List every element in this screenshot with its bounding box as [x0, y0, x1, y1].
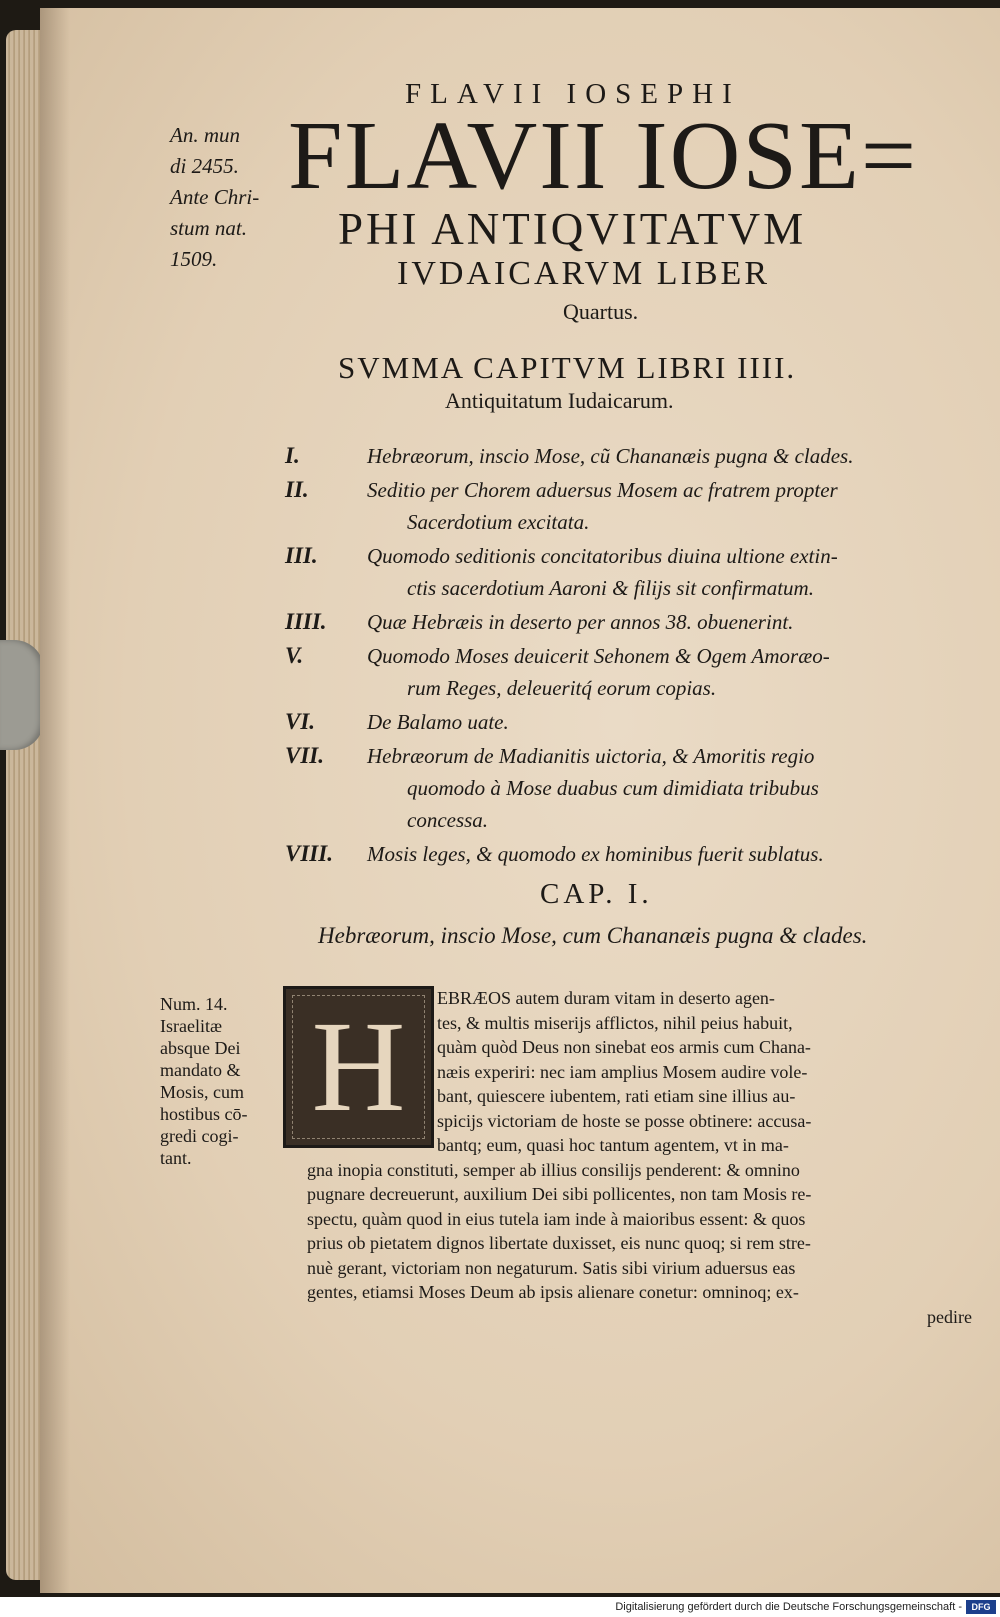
margin-date-line: stum nat.	[170, 216, 248, 240]
body-line: quàm quòd Deus non sinebat eos armis cum Chana-	[437, 1037, 811, 1057]
body-line: bant, quiescere iubentem, rati etiam sine illius au-	[437, 1086, 796, 1106]
toc-item	[285, 640, 995, 704]
margin-date-line: An. mun	[170, 123, 240, 147]
margin-note-line: absque Dei	[160, 1038, 241, 1058]
toc-item	[285, 474, 995, 538]
title-line-1: FLAVII IOSE=	[288, 102, 919, 210]
toc-number: VI.	[285, 709, 316, 734]
toc-line: ctis sacerdotium Aaroni & filijs sit confirmatum.	[407, 576, 814, 600]
toc-item	[285, 740, 995, 836]
toc-line: Hebræorum, inscio Mose, cũ Chananæis pugna & clades.	[367, 444, 854, 468]
summa-heading: SVMMA CAPITVM LIBRI IIII.	[338, 350, 797, 385]
toc-text	[367, 706, 995, 738]
body-line: spectu, quàm quod in eius tutela iam inde à maioribus essent: & quos	[307, 1208, 806, 1229]
summa-subheading: Antiquitatum Iudaicarum.	[445, 388, 674, 413]
toc-line: Quæ Hebræis in deserto per annos 38. obuenerint.	[367, 610, 794, 634]
title-line-2: PHI ANTIQVITATVM	[338, 204, 807, 254]
margin-note-line: Mosis, cum	[160, 1082, 245, 1102]
book-clamp-tab	[0, 640, 44, 750]
toc-text	[367, 740, 995, 836]
toc-text	[367, 440, 995, 472]
toc-item	[285, 606, 995, 638]
margin-date-note	[170, 120, 300, 275]
body-text	[272, 986, 972, 1329]
toc-line: Quomodo seditionis concitatoribus diuina ultione extin-	[367, 544, 838, 568]
toc-line: De Balamo uate.	[367, 710, 509, 734]
toc-line: Quomodo Moses deuicerit Sehonem & Ogem Amoræo-	[367, 644, 830, 668]
toc-number: V.	[285, 643, 304, 668]
body-line: EBRÆOS autem duram vitam in deserto agen-	[437, 988, 775, 1008]
margin-note-line: tant.	[160, 1148, 192, 1168]
body-line: pugnare decreuerunt, auxilium Dei sibi pollicentes, non tam Mosis re-	[307, 1184, 812, 1204]
margin-note-line: mandato &	[160, 1060, 241, 1080]
body-catchword: pedire	[927, 1306, 972, 1327]
body-line: næis experiri: nec iam amplius Mosem audire vole-	[437, 1061, 808, 1082]
toc-number: I.	[285, 443, 300, 468]
margin-date-line: 1509.	[170, 247, 218, 271]
toc-number: II.	[285, 477, 309, 502]
margin-note-line: hostibus cō-	[160, 1104, 248, 1124]
toc-item	[285, 540, 995, 604]
title-line-4: Quartus.	[563, 299, 639, 324]
running-head: FLAVII IOSEPHI	[405, 78, 741, 110]
toc-line: Sacerdotium excitata.	[407, 510, 590, 534]
toc-item	[285, 706, 995, 738]
title-line-3: IVDAICARVM LIBER	[397, 255, 770, 292]
toc-text	[367, 838, 995, 870]
margin-note-line: Israelitæ	[160, 1016, 222, 1036]
body-line: gna inopia constituti, semper ab illius consilijs penderent: & omnino	[307, 1159, 800, 1180]
body-line: spicijs victoriam de hoste se posse obtinere: accusa-	[437, 1110, 812, 1131]
chapter-heading: CAP. I.	[540, 878, 653, 910]
toc-line: Hebræorum de Madianitis uictoria, & Amoritis regio	[367, 744, 815, 768]
margin-note-line: gredi cogi-	[160, 1126, 239, 1146]
margin-date-line: di 2455.	[170, 154, 239, 178]
toc-line: rum Reges, deleueritq́ eorum copias.	[407, 676, 717, 700]
toc-line: quomodo à Mose duabus cum dimidiata tribubus	[407, 776, 819, 800]
margin-date-line: Ante Chri-	[170, 185, 260, 209]
body-line: gentes, etiamsi Moses Deum ab ipsis alienare conetur: omninoq; ex-	[307, 1282, 799, 1302]
book-page	[40, 8, 1000, 1593]
footer-text: Digitalisierung gefördert durch die Deutsche Forschungsgemeinschaft -	[615, 1601, 962, 1613]
toc-line: Seditio per Chorem aduersus Mosem ac fratrem propter	[367, 478, 838, 502]
body-line: tes, & multis miserijs afflictos, nihil peius habuit,	[437, 1012, 793, 1033]
toc-item	[285, 440, 995, 472]
margin-note-line: Num. 14.	[160, 994, 228, 1014]
body-line: prius ob pietatem dignos libertate duxisset, eis nunc quoq; si rem stre-	[307, 1233, 811, 1253]
toc-line: Mosis leges, & quomodo ex hominibus fuerit sublatus.	[367, 842, 824, 866]
toc-item	[285, 838, 995, 870]
margin-note	[160, 993, 290, 1169]
initial-letter: H	[311, 995, 406, 1139]
toc-text	[367, 606, 995, 638]
toc-number: VIII.	[285, 841, 333, 866]
toc-text	[367, 540, 995, 604]
chapter-summary-list	[285, 440, 995, 872]
toc-number: VII.	[285, 743, 324, 768]
body-line: nuè gerant, victoriam non negaturum. Satis sibi virium aduersus eas	[307, 1257, 796, 1278]
dfg-logo: DFG	[966, 1600, 996, 1614]
toc-number: III.	[285, 543, 318, 568]
toc-number: IIII.	[285, 609, 327, 634]
body-line: bantq; eum, quasi hoc tantum agentem, vt in ma-	[437, 1135, 789, 1155]
footer-credit	[0, 1597, 1000, 1617]
toc-text	[367, 640, 995, 704]
toc-text	[367, 474, 995, 538]
chapter-title: Hebræorum, inscio Mose, cum Chananæis pugna & clades.	[318, 923, 868, 948]
toc-line: concessa.	[407, 808, 489, 832]
